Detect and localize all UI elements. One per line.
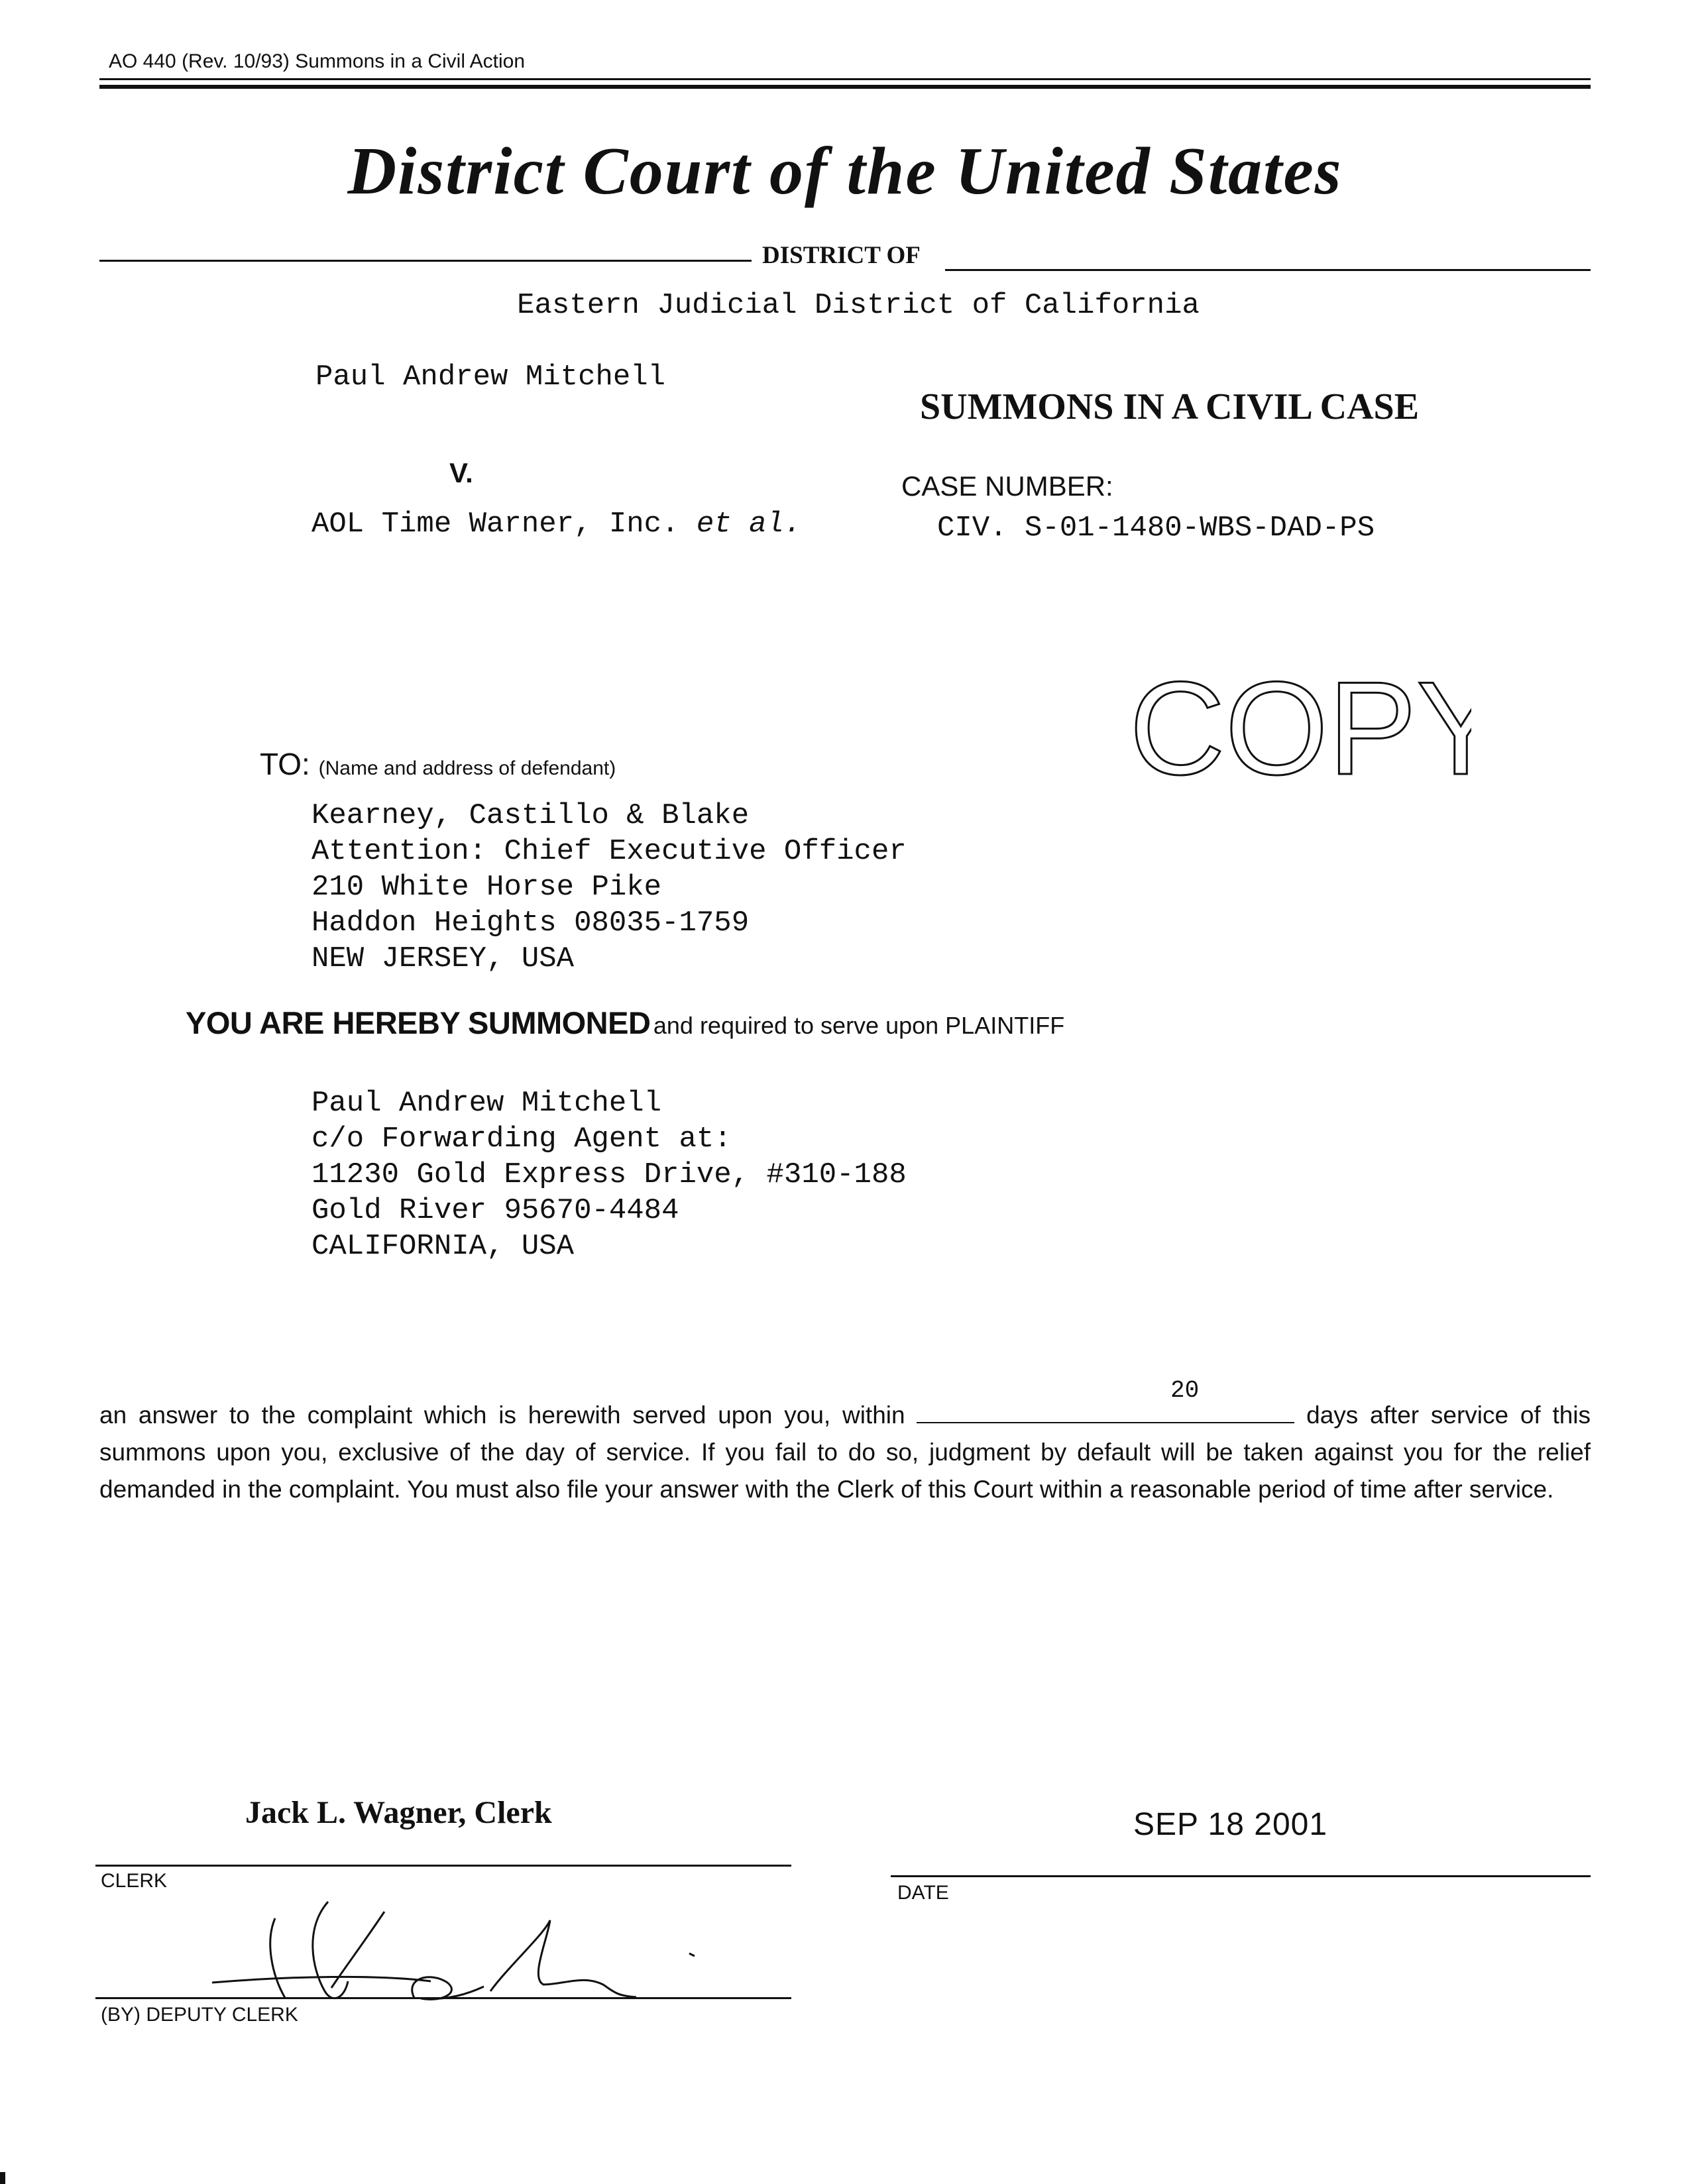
answer-paragraph-text <box>99 1397 1591 1508</box>
defendant-address-line: 210 White Horse Pike <box>311 871 662 904</box>
answer-text-after: days after service of this summons upon you, exclusive of the day of service. If you fail to do so, judgment by default will be taken against you for the relief demanded in the complaint. You must also file your answer with the Clerk of this Court within a reasonable period of time after service. <box>99 1401 1591 1503</box>
clerk-label: CLERK <box>101 1870 168 1892</box>
case-number-label: CASE NUMBER: <box>901 470 1113 502</box>
clerk-name: Jack L. Wagner, Clerk <box>245 1795 552 1830</box>
district-rule-right <box>945 269 1591 271</box>
plaintiff-address-line: Paul Andrew Mitchell <box>311 1087 662 1120</box>
defendant-name <box>311 508 801 541</box>
district-of-label: DISTRICT OF <box>762 242 921 269</box>
defendant-name-text: AOL Time Warner, Inc. <box>311 508 679 541</box>
summoned-line <box>186 1005 1064 1041</box>
plaintiff-name: Paul Andrew Mitchell <box>315 360 666 394</box>
plaintiff-address <box>311 1085 907 1264</box>
header-rule-top <box>99 78 1591 80</box>
case-number: CIV. S-01-1480-WBS-DAD-PS <box>937 512 1375 545</box>
district-name: Eastern Judicial District of California <box>517 289 1200 322</box>
handwritten-signature <box>212 1855 716 2028</box>
defendant-address <box>311 798 907 977</box>
answer-text-before: an answer to the complaint which is herewith served upon you, within <box>99 1401 905 1429</box>
copy-stamp-graphic <box>1127 676 1471 789</box>
scan-edge-mark <box>0 2172 5 2184</box>
summoned-bold: YOU ARE HEREBY SUMMONED <box>186 1005 651 1040</box>
date-value: SEP 18 2001 <box>1133 1807 1328 1842</box>
versus-label: V. <box>449 457 473 488</box>
header-rule-bottom <box>99 85 1591 89</box>
to-label <box>260 746 616 782</box>
deputy-clerk-label: (BY) DEPUTY CLERK <box>101 2004 298 2026</box>
answer-days: 20 <box>1170 1377 1200 1404</box>
copy-stamp-text: COPY <box>1129 676 1471 789</box>
district-rule-left <box>99 260 752 262</box>
summoned-rest: and required to serve upon PLAINTIFF <box>653 1012 1065 1039</box>
plaintiff-address-line: Gold River 95670-4484 <box>311 1194 679 1227</box>
plaintiff-address-line: 11230 Gold Express Drive, #310-188 <box>311 1158 907 1191</box>
defendant-address-line: Attention: Chief Executive Officer <box>311 835 907 868</box>
deputy-signature-line <box>95 1997 791 1999</box>
to-sublabel: (Name and address of defendant) <box>318 757 616 779</box>
date-label: DATE <box>897 1882 949 1904</box>
answer-paragraph <box>99 1397 1591 1508</box>
days-blank-line <box>917 1402 1294 1423</box>
court-title: District Court of the United States <box>347 134 1343 209</box>
to-label-text: TO: <box>260 747 310 781</box>
summons-heading: SUMMONS IN A CIVIL CASE <box>920 386 1420 427</box>
defendant-suffix: et al. <box>696 508 802 541</box>
defendant-address-line: NEW JERSEY, USA <box>311 942 575 975</box>
plaintiff-address-line: CALIFORNIA, USA <box>311 1230 575 1263</box>
defendant-address-line: Haddon Heights 08035-1759 <box>311 906 750 940</box>
copy-stamp <box>1127 676 1471 792</box>
date-line <box>891 1875 1591 1877</box>
defendant-address-line: Kearney, Castillo & Blake <box>311 799 750 832</box>
plaintiff-address-line: c/o Forwarding Agent at: <box>311 1122 732 1156</box>
form-id: AO 440 (Rev. 10/93) Summons in a Civil Action <box>109 50 526 72</box>
